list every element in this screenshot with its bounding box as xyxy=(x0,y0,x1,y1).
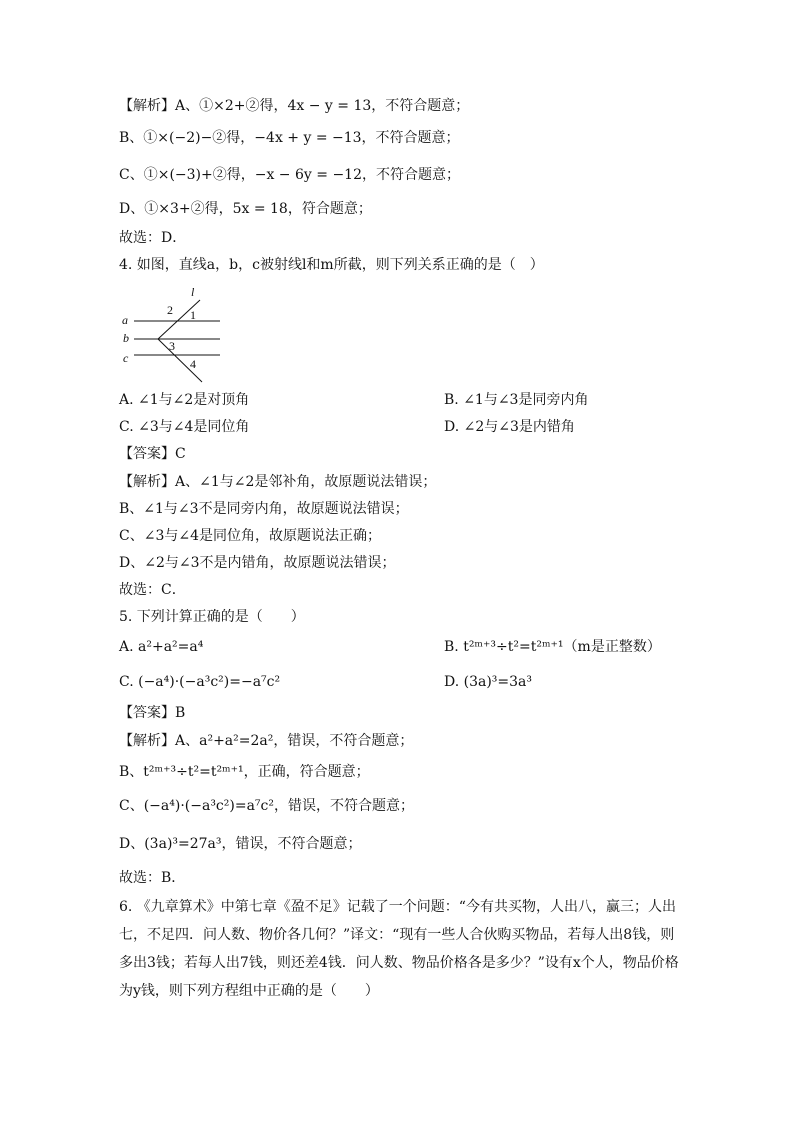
q4-option-d: D. ∠2与∠3是内错角 xyxy=(444,419,575,435)
angle-2-label: 2 xyxy=(167,303,173,317)
q5-option-c: C. (−a⁴)·(−a³c²)=−a⁷c² xyxy=(119,674,281,690)
q4-answer: 【答案】C xyxy=(119,446,186,462)
q4-stem: 4. 如图，直线a，b，c被射线l和m所截，则下列关系正确的是（ ） xyxy=(119,257,544,273)
q3-analysis-c: C、①×(−3)+②得，−x − 6y = −12，不符合题意； xyxy=(119,167,460,183)
angle-4-label: 4 xyxy=(190,357,196,371)
q4-conclusion: 故选：C． xyxy=(119,582,186,598)
q5-analysis-b: B、t²ᵐ⁺³÷t²=t²ᵐ⁺¹，正确，符合题意； xyxy=(119,764,370,780)
q5-option-b: B. t²ᵐ⁺³÷t²=t²ᵐ⁺¹（m是正整数） xyxy=(444,639,661,655)
q5-analysis-a: 【解析】A、a²+a²=2a²，错误，不符合题意； xyxy=(119,733,414,749)
label-c: c xyxy=(123,351,129,365)
q4-analysis-c: C、∠3与∠4是同位角，故原题说法正确； xyxy=(119,528,381,544)
q4-option-a: A. ∠1与∠2是对顶角 xyxy=(119,392,250,408)
q3-conclusion: 故选：D． xyxy=(119,230,187,246)
q3-analysis-a: 【解析】A、①×2+②得，4x − y = 13，不符合题意； xyxy=(119,98,470,114)
q4-analysis-d: D、∠2与∠3不是内错角，故原题说法错误； xyxy=(119,555,396,571)
angle-1-label: 1 xyxy=(190,308,196,322)
q5-answer: 【答案】B xyxy=(119,705,186,721)
q3-analysis-d: D、①×3+②得，5x = 18，符合题意； xyxy=(119,201,372,217)
q5-analysis-c: C、(−a⁴)·(−a³c²)=a⁷c²，错误，不符合题意； xyxy=(119,798,414,814)
q5-stem: 5. 下列计算正确的是（ ） xyxy=(119,609,305,625)
q4-analysis-b: B、∠1与∠3不是同旁内角，故原题说法错误； xyxy=(119,501,409,517)
q4-analysis-a: 【解析】A、∠1与∠2是邻补角，故原题说法错误； xyxy=(119,474,437,490)
label-a: a xyxy=(122,313,128,327)
q6-stem: 6. 《九章算术》中第七章《盈不足》记载了一个问题：“今有共买物，人出八，赢三；人出七，不足四．问人数、物价各几何？”译文：“现有一些人合伙购买物品，若每人出8钱，则多出3钱；若每人出7钱，则还差4钱．问人数、物品价格各是多少？”设有x个人，物品价格为y钱，则下列方程组中正确的是（ ） xyxy=(119,899,679,999)
angle-3-label: 3 xyxy=(169,339,175,353)
q5-conclusion: 故选：B． xyxy=(119,870,186,886)
q4-option-c: C. ∠3与∠4是同位角 xyxy=(119,419,250,435)
q5-option-a: A. a²+a²=a⁴ xyxy=(119,639,204,655)
q5-option-d: D. (3a)³=3a³ xyxy=(444,674,533,690)
q4-option-b: B. ∠1与∠3是同旁内角 xyxy=(444,392,589,408)
label-b: b xyxy=(123,331,129,345)
q3-analysis-b: B、①×(−2)−②得，−4x + y = −13，不符合题意； xyxy=(119,130,460,146)
label-l: l xyxy=(191,285,195,299)
q4-figure xyxy=(118,282,230,384)
q5-analysis-d: D、(3a)³=27a³，错误，不符合题意； xyxy=(119,836,362,852)
